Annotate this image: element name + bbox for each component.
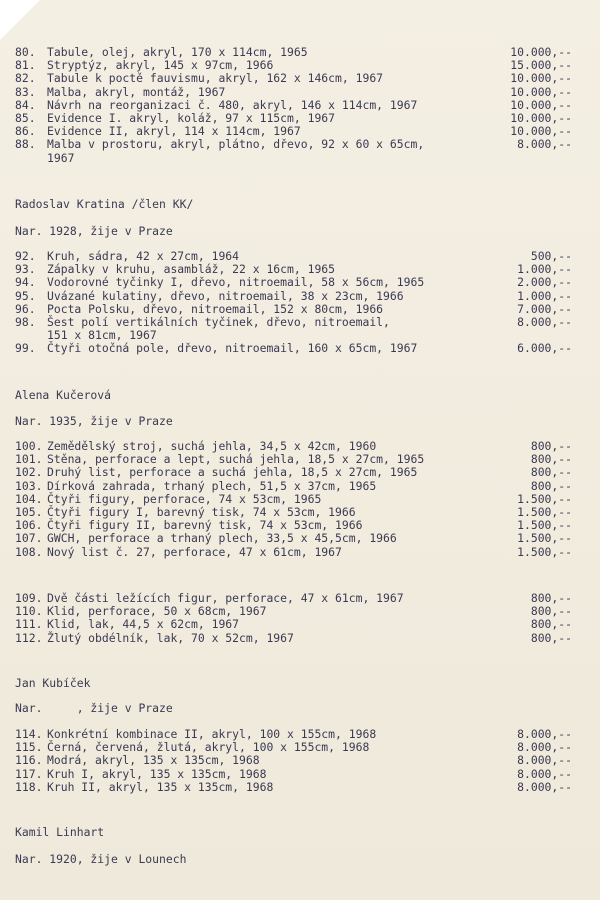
list-item: 104. Čtyři figury, perforace, 74 x 53cm, 1965 1.500,-- (15, 491, 572, 506)
artist-name: Alena Kučerová (15, 388, 112, 402)
list-item: 118. Kruh II, akryl, 135 x 135cm, 1968 8.000,-- (15, 779, 572, 794)
list-item: 82. Tabule k poctě fauvismu, akryl, 162 x 146cm, 1967 10.000,-- (15, 71, 572, 86)
artist-birth-info: Nar. 1920, žije v Lounech (15, 852, 187, 866)
list-item: 106. Čtyři figury II, barevný tisk, 74 x 53cm, 1966 1.500,-- (15, 518, 572, 533)
folded-corner (0, 0, 40, 40)
list-item: 109. Dvě části ležících figur, perforace, 47 x 61cm, 1967 800,-- (15, 591, 572, 605)
artist-birth-info: Nar. , žije v Praze (15, 701, 173, 715)
list-item: 93. Zápalky v kruhu, asambláž, 22 x 16cm, 1965 1.000,-- (15, 262, 572, 277)
list-item: 100. Zemědělský stroj, suchá jehla, 34,5 x 42cm, 1960 800,-- (15, 439, 572, 453)
list-item: 115. Černá, červená, žlutá, akryl, 100 x 155cm, 1968 8.000,-- (15, 740, 572, 755)
list-item: 88. Malba v prostoru, akryl, plátno, dřevo, 92 x 60 x 65cm, 8.000,-- (15, 137, 572, 152)
list-item: 107. GWCH, perforace a trhaný plech, 33,5 x 45,5cm, 1966 1.500,-- (15, 531, 572, 546)
list-item: 99. Čtyři otočná pole, dřevo, nitroemail, 160 x 65cm, 1967 6.000,-- (15, 341, 572, 356)
catalog-block-1 (15, 250, 587, 356)
catalog-block-4 (15, 728, 587, 794)
list-item: 114. Konkrétní kombinace II, akryl, 100 x 155cm, 1968 8.000,-- (15, 727, 572, 741)
list-item-continuation: 151 x 81cm, 1967 (47, 328, 157, 343)
list-item: 110. Klid, perforace, 50 x 68cm, 1967 800,-- (15, 604, 572, 619)
list-item: 102. Druhý list, perforace a suchá jehla, 18,5 x 27cm, 1965 800,-- (15, 465, 572, 480)
artist-birth-info: Nar. 1935, žije v Praze (15, 414, 173, 428)
list-item: 96. Pocta Polsku, dřevo, nitroemail, 152 x 80cm, 1966 7.000,-- (15, 301, 572, 316)
artist-name: Kamil Linhart (15, 825, 105, 839)
list-item: 94. Vodorovné tyčinky I, dřevo, nitroemail, 58 x 56cm, 1965 2.000,-- (15, 275, 572, 290)
artist-name: Radoslav Kratina /člen KK/ (15, 197, 194, 211)
artist-name: Jan Kubíček (15, 676, 91, 690)
list-item: 95. Uvázané kulatiny, dřevo, nitroemail, 38 x 23cm, 1966 1.000,-- (15, 288, 572, 303)
catalog-block-0 (15, 46, 587, 165)
list-item: 111. Klid, lak, 44,5 x 62cm, 1967 800,-- (15, 617, 572, 632)
catalog-block-3 (15, 592, 587, 645)
list-item: 108. Nový list č. 27, perforace, 47 x 61cm, 1967 1.500,-- (15, 544, 572, 559)
catalog-block-2 (15, 440, 587, 559)
list-item: 98. Šest polí vertikálních tyčinek, dřevo, nitroemail, 8.000,-- (15, 314, 572, 329)
list-item: 85. Evidence I. akryl, koláž, 97 x 115cm, 1967 10.000,-- (15, 110, 572, 125)
list-item: 83. Malba, akryl, montáž, 1967 10.000,-- (15, 84, 572, 99)
list-item: 92. Kruh, sádra, 42 x 27cm, 1964 500,-- (15, 249, 572, 263)
list-item: 112. Žlutý obdélník, lak, 70 x 52cm, 1967 800,-- (15, 630, 572, 645)
list-item: 81. Stryptýz, akryl, 145 x 97cm, 1966 15.000,-- (15, 58, 572, 73)
list-item: 103. Dírková zahrada, trhaný plech, 51,5 x 37cm, 1965 800,-- (15, 478, 572, 493)
list-item: 80. Tabule, olej, akryl, 170 x 114cm, 1965 10.000,-- (15, 45, 572, 59)
list-item: 86. Evidence II, akryl, 114 x 114cm, 1967 10.000,-- (15, 124, 572, 139)
list-item: 84. Návrh na reorganizaci č. 480, akryl, 146 x 114cm, 1967 10.000,-- (15, 97, 572, 112)
list-item: 101. Stěna, perforace a lept, suchá jehla, 18,5 x 27cm, 1965 800,-- (15, 452, 572, 467)
artist-birth-info: Nar. 1928, žije v Praze (15, 224, 173, 238)
list-item: 116. Modrá, akryl, 135 x 135cm, 1968 8.000,-- (15, 753, 572, 768)
list-item: 105. Čtyři figury I, barevný tisk, 74 x 53cm, 1966 1.500,-- (15, 504, 572, 519)
list-item-continuation: 1967 (47, 150, 75, 165)
list-item: 117. Kruh I, akryl, 135 x 135cm, 1968 8.000,-- (15, 766, 572, 781)
